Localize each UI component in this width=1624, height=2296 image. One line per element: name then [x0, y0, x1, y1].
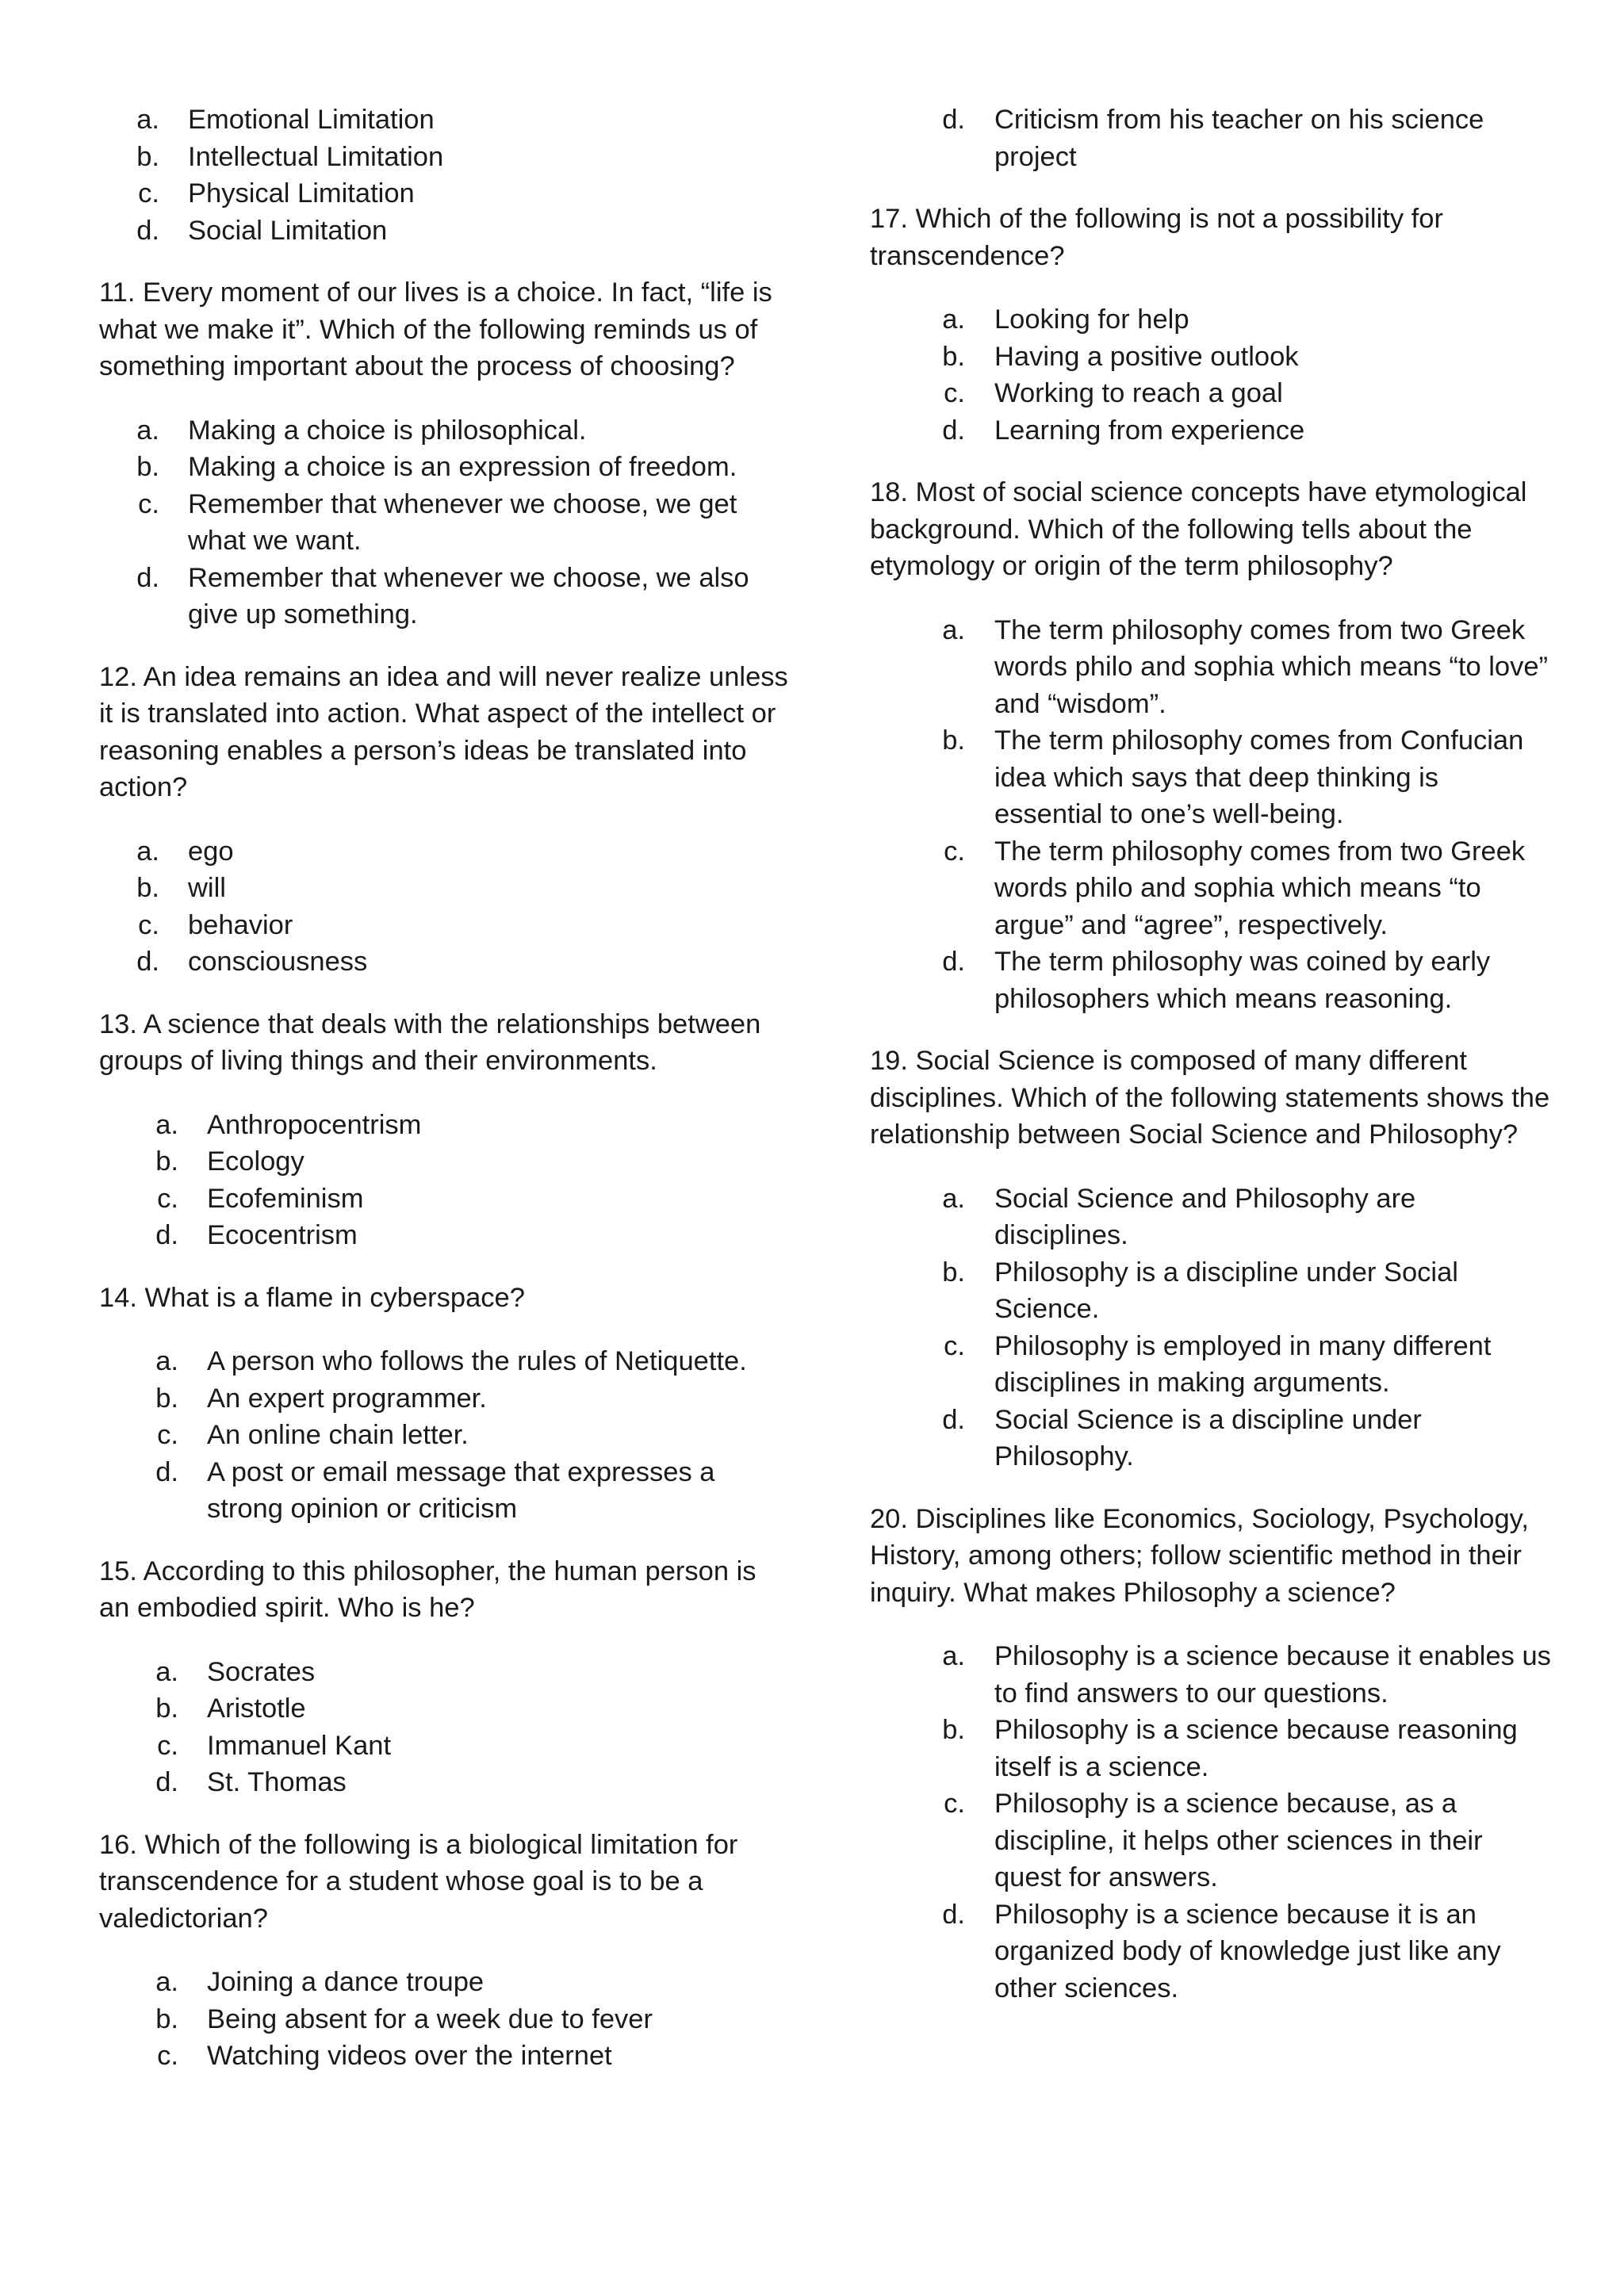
choice-c: c. An online chain letter. — [157, 1420, 469, 1450]
choice-d: d. Social Science is a discipline under Philosophy. — [942, 1404, 1422, 1471]
choice-a: a. Social Science and Philosophy are disciplines. — [942, 1183, 1416, 1250]
choice-list-q10 — [99, 101, 789, 249]
choice-a: a. Joining a dance troupe — [155, 1967, 485, 1997]
choice-b: b. will — [136, 873, 226, 903]
choice-c: c. The term philosophy comes from two Greek words philo and sophia which means “to argue” and “agree”, respectively. — [944, 836, 1526, 940]
choice-d: d. Criticism from his teacher on his science project — [942, 105, 1484, 172]
choice-d: d. Philosophy is a science because it is an organized body of knowledge just like any other sciences. — [942, 1899, 1501, 2003]
choice-d: d. Ecocentrism — [155, 1220, 358, 1250]
choice-b: b. Intellectual Limitation — [136, 141, 444, 172]
choice-list-q16 — [99, 1964, 789, 2075]
choice-c: c. Philosophy is employed in many different disciplines in making arguments. — [944, 1330, 1492, 1398]
question-15: 15. According to this philosopher, the human person is an embodied spirit. Who is he? — [99, 1556, 756, 1623]
choice-c: c. Philosophy is a science because, as a discipline, it helps other sciences in their quest for answers. — [944, 1789, 1483, 1892]
choice-c: c. Physical Limitation — [138, 178, 415, 209]
question-16: 16. Which of the following is a biological limitation for transcendence for a student whose goal is to be a valedictorian? — [99, 1829, 738, 1934]
choice-c: c. Ecofeminism — [157, 1183, 364, 1214]
choice-list-q14 — [99, 1343, 789, 1528]
choice-list-q18 — [870, 612, 1552, 1018]
choice-a: a. Anthropocentrism — [155, 1109, 422, 1140]
choice-d: d. St. Thomas — [155, 1767, 347, 1797]
choice-b: b. An expert programmer. — [155, 1383, 487, 1414]
choice-list-q20 — [870, 1638, 1552, 2007]
choice-b: b. Making a choice is an expression of freedom. — [136, 452, 737, 482]
question-17: 17. Which of the following is not a possibility for transcendence? — [870, 204, 1443, 271]
choice-d: d. The term philosophy was coined by early philosophers which means reasoning. — [942, 947, 1491, 1014]
choice-a: a. Socrates — [155, 1656, 316, 1687]
choice-list-q17 — [870, 301, 1552, 449]
choice-a: a. Philosophy is a science because it enables us to find answers to our questions. — [942, 1641, 1551, 1709]
choice-a: a. ego — [136, 836, 234, 867]
question-12: 12. An idea remains an idea and will never realize unless it is translated into action. What aspect of the intellect or reasoning enables a person’s ideas be translated into action? — [99, 661, 788, 802]
choice-a: a. A person who follows the rules of Netiquette. — [155, 1346, 747, 1376]
question-19: 19. Social Science is composed of many different disciplines. Which of the following statements shows the relationship between Social Science and Philosophy? — [870, 1046, 1550, 1150]
choice-list-q19 — [870, 1181, 1552, 1475]
choice-a: a. Emotional Limitation — [136, 105, 435, 135]
question-18: 18. Most of social science concepts have etymological background. Which of the following tells about the etymology or origin of the term philosophy? — [870, 477, 1527, 581]
choice-c: c. behavior — [138, 909, 293, 940]
choice-a: a. Looking for help — [942, 304, 1189, 335]
choice-b: b. Having a positive outlook — [942, 341, 1299, 372]
choice-c: c. Immanuel Kant — [157, 1730, 392, 1761]
choice-a: a. The term philosophy comes from two Greek words philo and sophia which means “to love” and “wisdom”. — [942, 614, 1549, 719]
choice-d: d. Social Limitation — [136, 215, 388, 246]
choice-list-q11 — [99, 412, 789, 633]
question-13: 13. A science that deals with the relationships between groups of living things and their environments. — [99, 1008, 761, 1076]
choice-b: b. Philosophy is a discipline under Social Science. — [942, 1257, 1458, 1324]
right-column — [870, 101, 1552, 2032]
choice-c: c. Remember that whenever we choose, we get what we want. — [138, 488, 737, 556]
choice-d: d. A post or email message that expresses a strong opinion or criticism — [155, 1456, 715, 1524]
question-11: 11. Every moment of our lives is a choice. In fact, “life is what we make it”. Which of the following reminds us of something important about the process of choosing? — [99, 277, 772, 381]
choice-list-q13 — [99, 1107, 789, 1254]
choice-d: d. consciousness — [136, 947, 368, 977]
choice-b: b. Aristotle — [155, 1693, 306, 1724]
question-14: 14. What is a flame in cyberspace? — [99, 1282, 525, 1313]
choice-c: c. Working to reach a goal — [944, 378, 1283, 408]
choice-list-q16-continued — [870, 101, 1552, 175]
choice-b: b. Being absent for a week due to fever — [155, 2003, 653, 2034]
question-20: 20. Disciplines like Economics, Sociology, Psychology, History, among others; follow scientific method in their inquiry. What makes Philosophy a science? — [870, 1503, 1529, 1608]
choice-list-q15 — [99, 1654, 789, 1801]
choice-list-q12 — [99, 833, 789, 981]
choice-d: d. Remember that whenever we choose, we also give up something. — [136, 562, 749, 629]
choice-a: a. Making a choice is philosophical. — [136, 415, 587, 446]
choice-d: d. Learning from experience — [942, 415, 1305, 446]
choice-b: b. The term philosophy comes from Confucian idea which says that deep thinking is essential to one’s well-being. — [942, 725, 1524, 829]
choice-b: b. Philosophy is a science because reasoning itself is a science. — [942, 1715, 1518, 1782]
left-column — [99, 101, 789, 2100]
choice-b: b. Ecology — [155, 1146, 304, 1177]
choice-c: c. Watching videos over the internet — [157, 2041, 612, 2071]
